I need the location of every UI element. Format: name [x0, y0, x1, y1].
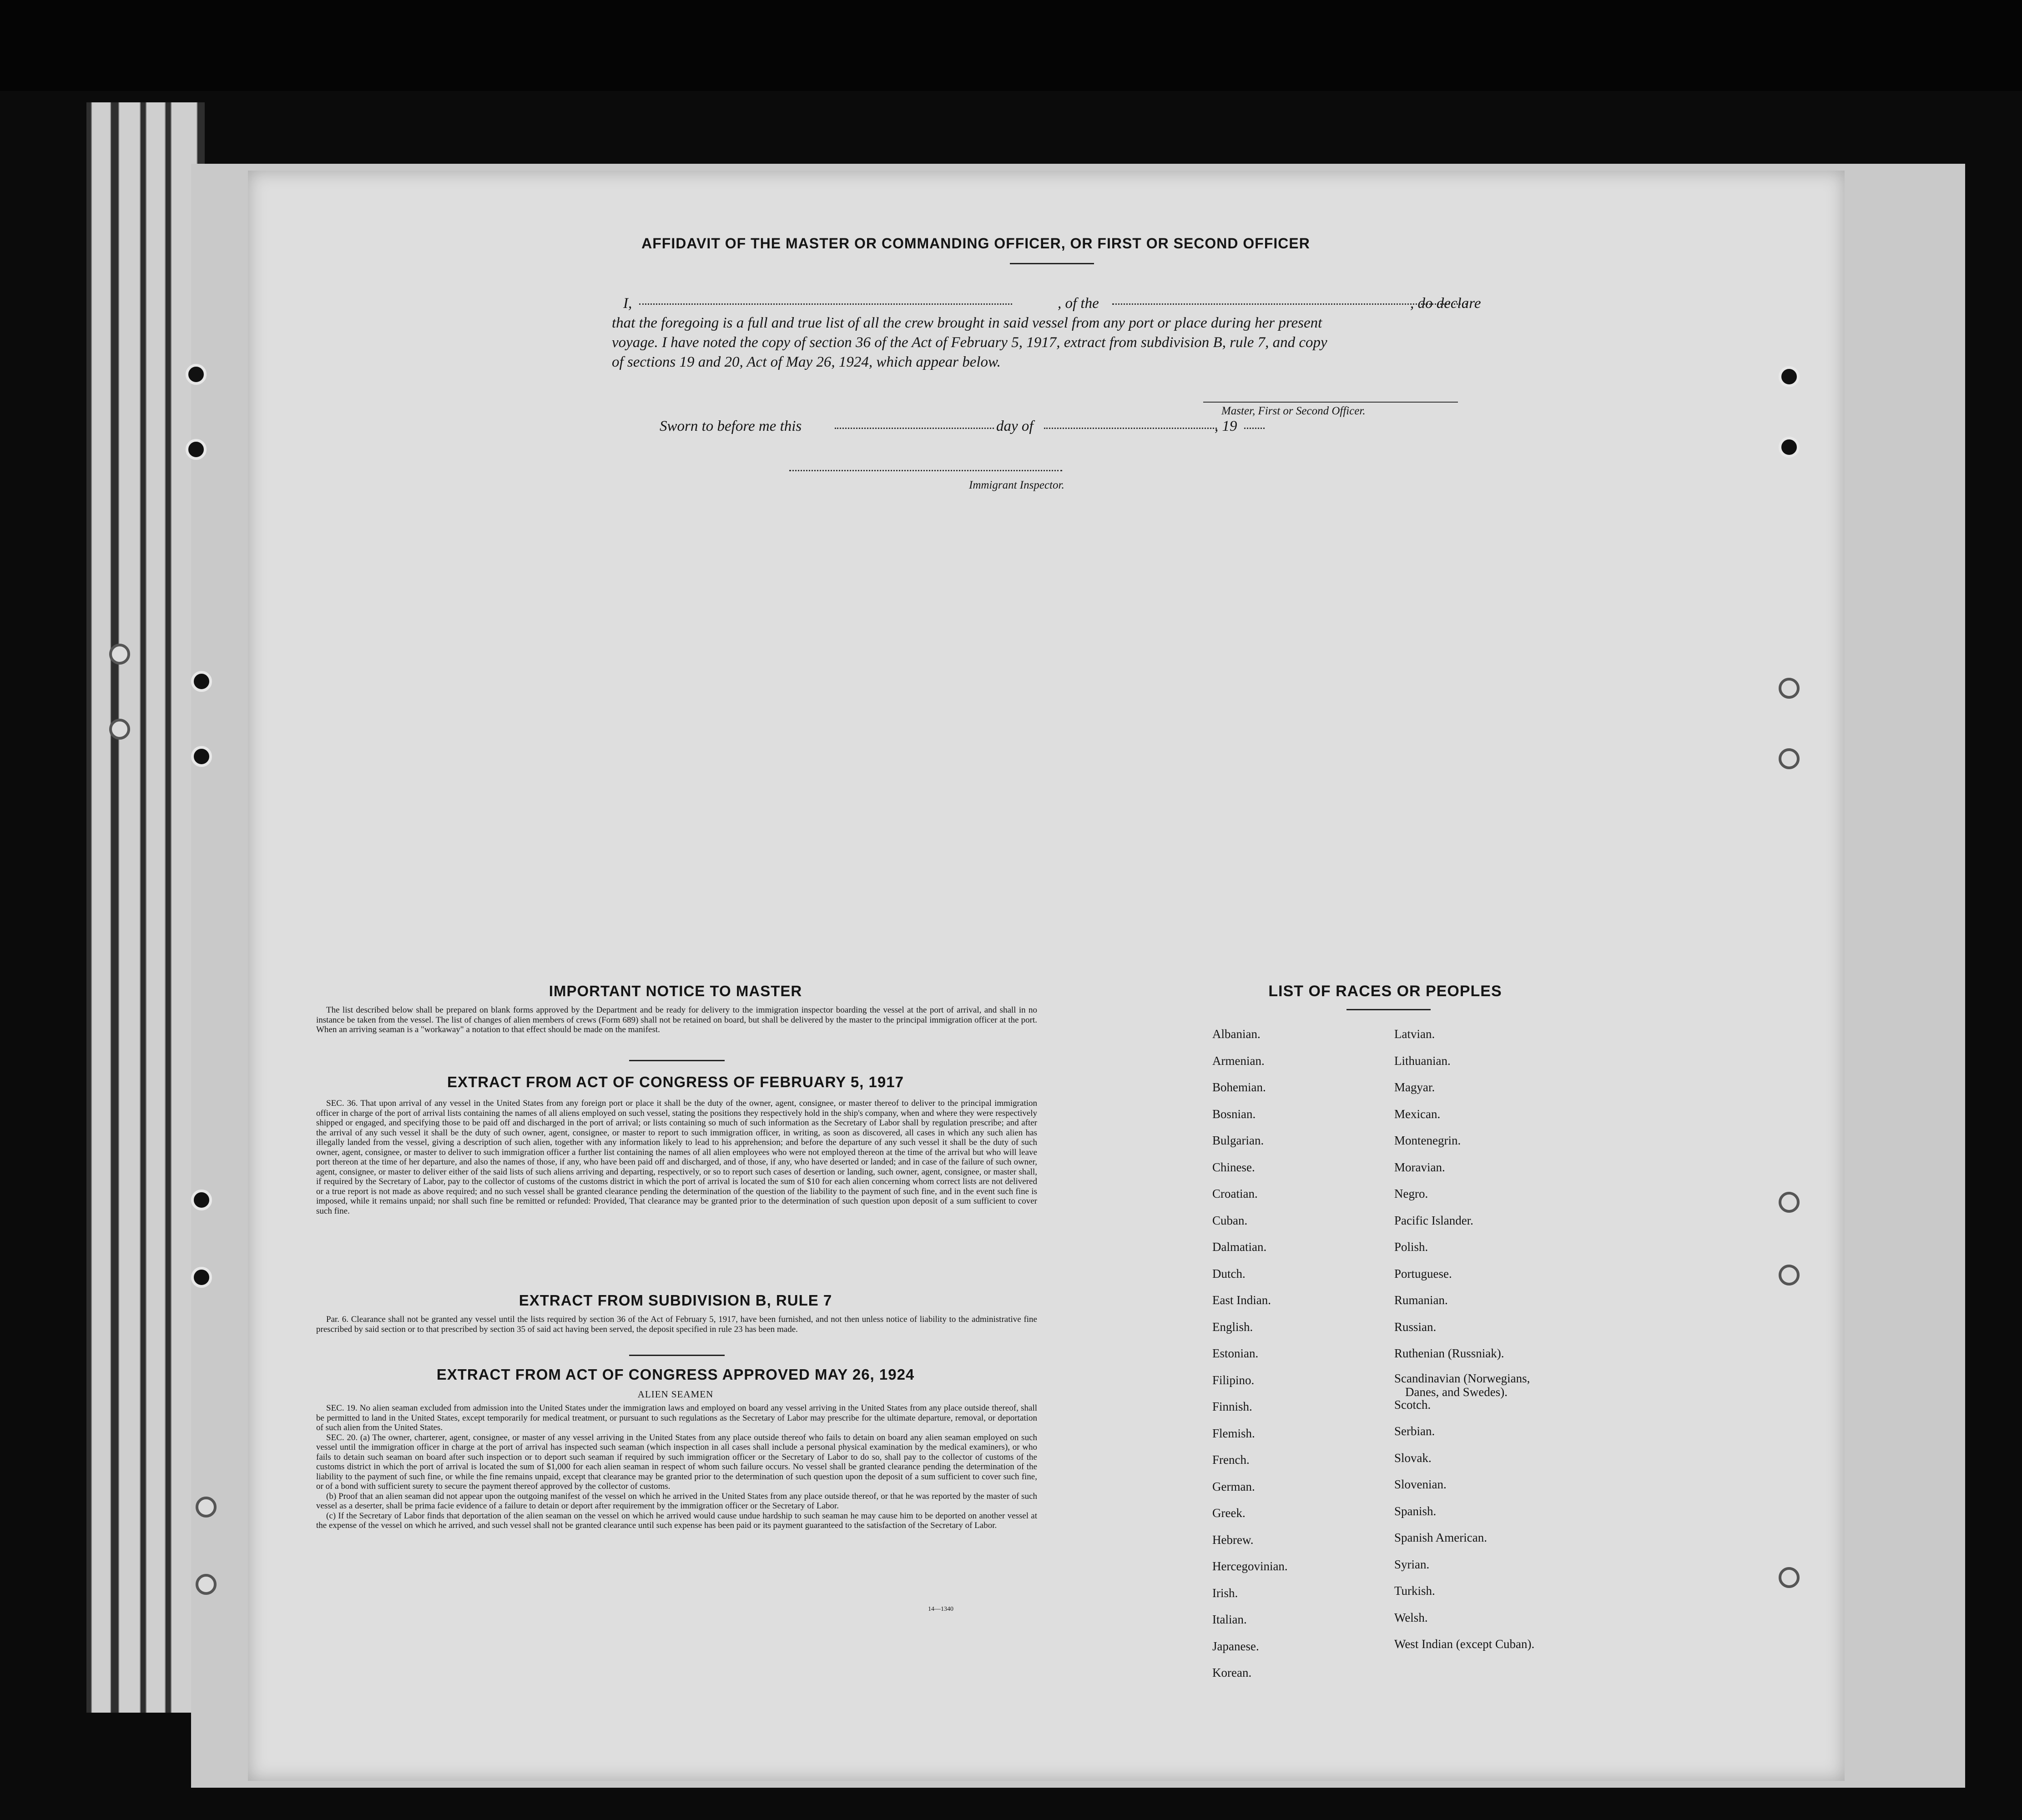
race-item: Bosnian. [1212, 1107, 1256, 1121]
race-item: Dalmatian. [1212, 1240, 1267, 1254]
race-item: Slovenian. [1394, 1477, 1447, 1491]
sworn-day-blank [835, 428, 994, 429]
sec-20a-paragraph: SEC. 20. (a) The owner, charterer, agent, consignee, or master of any vessel arriving in the United States from any place outside thereof who fails to detain on board any alien seaman employed on such vessel until the immigration officer in charge at the port of arrival has inspected such seaman (which inspection in all cases shall include a personal physical examination by the medical examiners), or who fails to detain such seaman on board after such inspection or to deport such seaman if required by such immigration officer or the Secretary of Labor to do so, shall pay to the collector of customs of the customs district in which the port of arrival is located the sum of $1,000 for each alien seaman in respect of whom such failure occurs. No vessel shall be granted clearance pending the determination of the liability to the payment of such fine, or while the fine remains unpaid, except that clearance may be granted prior to the determination of such question upon the deposit of a sum sufficient to cover such fine, or of a bond with sufficient surety to secure the payment thereof approved by the collector of customs. [316, 1432, 1037, 1491]
race-item: Montenegrin. [1394, 1134, 1461, 1147]
extract-1924-text [316, 1403, 1037, 1531]
race-item: Spanish American. [1394, 1531, 1487, 1544]
race-item: Negro. [1394, 1187, 1428, 1200]
sec-20b-paragraph: (b) Proof that an alien seaman did not appear upon the outgoing manifest of the vessel on which he arrived in the United States from any place outside thereof, or that he was reported by the master of such vessel as a deserter, shall be prima facie evidence of a failure to detain or deport after requirement by the immigration officer or the Secretary of Labor. [316, 1491, 1037, 1511]
binder-hole-icon [1779, 1265, 1800, 1286]
race-item: Scandinavian (Norwegians, [1394, 1371, 1530, 1385]
sec-36-paragraph: SEC. 36. That upon arrival of any vessel in the United States from any foreign port or place it shall be the duty of the owner, agent, consignee, or master thereof to deliver to the principal immigration officer in charge of the port of arrival lists containing the names of all aliens employed on such vessel, stating the positions they respectively hold in the ship's company, when and where they were respectively shipped or engaged, and specifying those to be paid off and discharged in the port of arrival; or lists containing so much of such information as the Secretary of Labor shall by regulation prescribe; and after the arrival of any such vessel it shall be the duty of such owner, agent, consignee, or master to report to such immigration officer, in writing, as soon as discovered, all cases in which any such alien has illegally landed from the vessel, giving a description of such alien, together with any information likely to lead to his apprehension; and before the departure of any such vessel it shall be the duty of such owner, agent, consignee, or master to deliver to such immigration officer a further list containing the names of all alien employees who were not employed thereon at the time of the arrival but who will leave port thereon at the time of her departure, and also the names of those, if any, who have been paid off and discharged, and of those, if any, who have deserted or landed; and in case of the failure of such owner, agent, consignee, or master to deliver either of the said lists of such aliens arriving and departing, respectively, or so to report such cases of desertion or landing, such owner, agent, consignee, or master shall, if required by the Secretary of Labor, pay to the collector of customs of the customs district in which the port of arrival is located the sum of $10 for each alien concerning whom correct lists are not delivered or a true report is not made as above required; and no such vessel shall be granted clearance pending the determination of the question of the liability to the payment of such fine, and in the event such fine is imposed, while it remains unpaid; nor shall such fine be remitted or refunded: Provided, That clearance may be granted prior to the determination of such question upon deposit of a sum sufficient to cover such fine. [316, 1099, 1037, 1216]
form-number: 14—1340 [928, 1606, 953, 1613]
race-item: Scotch. [1394, 1397, 1431, 1412]
races-right-column [1394, 1027, 1585, 1664]
binder-hole-icon [186, 439, 207, 460]
sec-20c-paragraph: (c) If the Secretary of Labor finds that deportation of the alien seaman on the vessel on which he arrived would cause undue hardship to such seaman he may cause him to be deported on another vessel at the expense of the vessel on which he arrived, and such vessel shall not be granted clearance until such expense has been paid or its payment guaranteed to the satisfaction of the Secretary of Labor. [316, 1511, 1037, 1530]
binder-hole-icon [109, 644, 130, 665]
notice-title: IMPORTANT NOTICE TO MASTER [549, 983, 802, 999]
binder-hole-icon [191, 1190, 212, 1210]
race-item: Latvian. [1394, 1027, 1435, 1041]
race-item: Turkish. [1394, 1584, 1435, 1598]
race-item: Irish. [1212, 1586, 1238, 1600]
races-left-column [1212, 1027, 1358, 1693]
divider [629, 1060, 725, 1061]
binder-hole-icon [191, 1267, 212, 1288]
races-title: LIST OF RACES OR PEOPLES [1268, 983, 1502, 1000]
day-of-label: day of [996, 418, 1034, 434]
race-item: German. [1212, 1479, 1255, 1493]
affidavit-line-3: voyage. I have noted the copy of section 36 of the Act of February 5, 1917, extract from subdivision B, rule 7, and copy [612, 334, 1327, 351]
stacked-page-edges [86, 102, 205, 1713]
par-6-paragraph: Par. 6. Clearance shall not be granted any vessel until the lists required by section 36 of the Act of February 5, 1917, have been furnished, and not then unless notice of liability to the administrative fine prescribed by said section or to that prescribed by section 35 of said act having been served, the deposit specified in rule 23 has been made. [316, 1315, 1037, 1334]
extract-1917-text [316, 1099, 1037, 1216]
extract-rule7-text [316, 1315, 1037, 1334]
binder-hole-icon [196, 1574, 217, 1595]
race-item: Estonian. [1212, 1346, 1259, 1360]
extract-rule7-title: EXTRACT FROM SUBDIVISION B, RULE 7 [519, 1292, 832, 1309]
race-item: Croatian. [1212, 1187, 1258, 1200]
binder-hole-icon [1779, 1192, 1800, 1213]
race-item: Bulgarian. [1212, 1134, 1264, 1147]
race-item: Serbian. [1394, 1424, 1435, 1438]
extract-1917-title: EXTRACT FROM ACT OF CONGRESS OF FEBRUARY 5, 1917 [447, 1074, 904, 1090]
race-item: Slovak. [1394, 1451, 1432, 1465]
race-item: Albanian. [1212, 1027, 1261, 1041]
sec-19-paragraph: SEC. 19. No alien seaman excluded from admission into the United States under the immigration laws and employed on board any vessel arriving in the United States from any place outside thereof, shall be permitted to land in the United States, except temporarily for medical treatment, or pursuant to such regulations as the Secretary of Labor may prescribe for the ultimate departure, removal, or deportation of such alien from the United States. [316, 1403, 1037, 1432]
master-signature-line [1203, 402, 1458, 403]
binder-hole-icon [109, 719, 130, 740]
race-item: Korean. [1212, 1666, 1252, 1679]
race-item: Dutch. [1212, 1266, 1245, 1281]
notice-text [316, 1005, 1037, 1035]
race-item: East Indian. [1212, 1293, 1271, 1307]
notice-paragraph: The list described below shall be prepared on blank forms approved by the Department and be ready for delivery to the immigration inspector boarding the vessel at the port of arrival, and shall in no instance be taken from the vessel. The list of changes of alien members of crews (Form 689) shall not be retained on board, but shall be delivered by the master to the principal immigration officer at the port. When an arriving seaman is a "workaway" a notation to that effect should be made on the manifest. [316, 1005, 1037, 1034]
race-item: West Indian (except Cuban). [1394, 1637, 1535, 1651]
affidavit-title: AFFIDAVIT OF THE MASTER OR COMMANDING OFFICER, OR FIRST OR SECOND OFFICER [641, 235, 1310, 252]
affidavit-i: I, [623, 295, 632, 312]
month-blank [1044, 428, 1217, 429]
race-item: Filipino. [1212, 1373, 1255, 1387]
race-item: Greek. [1212, 1506, 1245, 1520]
race-item: Portuguese. [1394, 1266, 1452, 1281]
binder-hole-icon [186, 364, 207, 385]
race-item: Rumanian. [1394, 1293, 1448, 1307]
race-item: Finnish. [1212, 1400, 1252, 1413]
inspector-signature-line [789, 470, 1062, 471]
divider [1010, 263, 1094, 264]
race-item: Japanese. [1212, 1639, 1259, 1653]
affidavit-declare: , do declare [1410, 295, 1481, 312]
master-signature-caption: Master, First or Second Officer. [1221, 405, 1366, 417]
race-item: Polish. [1394, 1240, 1428, 1254]
binder-hole-icon [1779, 366, 1800, 387]
alien-seamen-subtitle: ALIEN SEAMEN [637, 1389, 714, 1400]
race-item: Syrian. [1394, 1557, 1430, 1571]
race-item: Flemish. [1212, 1426, 1255, 1440]
divider [629, 1355, 725, 1356]
race-item: Ruthenian (Russniak). [1394, 1346, 1504, 1360]
binder-hole-icon [1779, 748, 1800, 769]
race-item: Bohemian. [1212, 1080, 1266, 1094]
binder-hole-icon [196, 1497, 217, 1518]
race-item: Hercegovinian. [1212, 1559, 1288, 1573]
race-item: Magyar. [1394, 1080, 1435, 1094]
inspector-caption: Immigrant Inspector. [969, 479, 1064, 491]
race-item: Pacific Islander. [1394, 1213, 1473, 1227]
race-item: Moravian. [1394, 1160, 1445, 1174]
race-item: Cuban. [1212, 1213, 1248, 1227]
divider [1346, 1009, 1431, 1010]
binder-hole-icon [191, 671, 212, 692]
race-item: Russian. [1394, 1320, 1437, 1334]
year-blank [1244, 428, 1265, 429]
affidavit-of-the: , of the [1058, 295, 1099, 312]
sworn-label: Sworn to before me this [660, 418, 802, 434]
race-item: Spanish. [1394, 1504, 1437, 1518]
binder-hole-icon [191, 746, 212, 767]
affidavit-line-4: of sections 19 and 20, Act of May 26, 1924, which appear below. [612, 354, 1001, 370]
binder-hole-icon [1779, 678, 1800, 699]
race-item: French. [1212, 1453, 1250, 1467]
affidavit-line-2: that the foregoing is a full and true list of all the crew brought in said vessel from any port or place during her present [612, 315, 1322, 331]
name-blank [639, 303, 1012, 305]
extract-1924-title: EXTRACT FROM ACT OF CONGRESS APPROVED MAY 26, 1924 [436, 1366, 915, 1383]
year-label: , 19 [1215, 418, 1237, 434]
race-item: Lithuanian. [1394, 1054, 1451, 1068]
document-page [248, 171, 1845, 1781]
scanner-background [0, 0, 2022, 91]
race-item: Armenian. [1212, 1054, 1265, 1068]
race-item: Danes, and Swedes). [1405, 1385, 1508, 1399]
binder-hole-icon [1779, 1567, 1800, 1588]
race-item: Mexican. [1394, 1107, 1441, 1121]
race-item: Hebrew. [1212, 1533, 1254, 1547]
race-item: Chinese. [1212, 1160, 1255, 1174]
race-item: Welsh. [1394, 1610, 1428, 1624]
race-item: English. [1212, 1320, 1253, 1334]
binder-hole-icon [1779, 437, 1800, 458]
race-item: Italian. [1212, 1613, 1247, 1626]
